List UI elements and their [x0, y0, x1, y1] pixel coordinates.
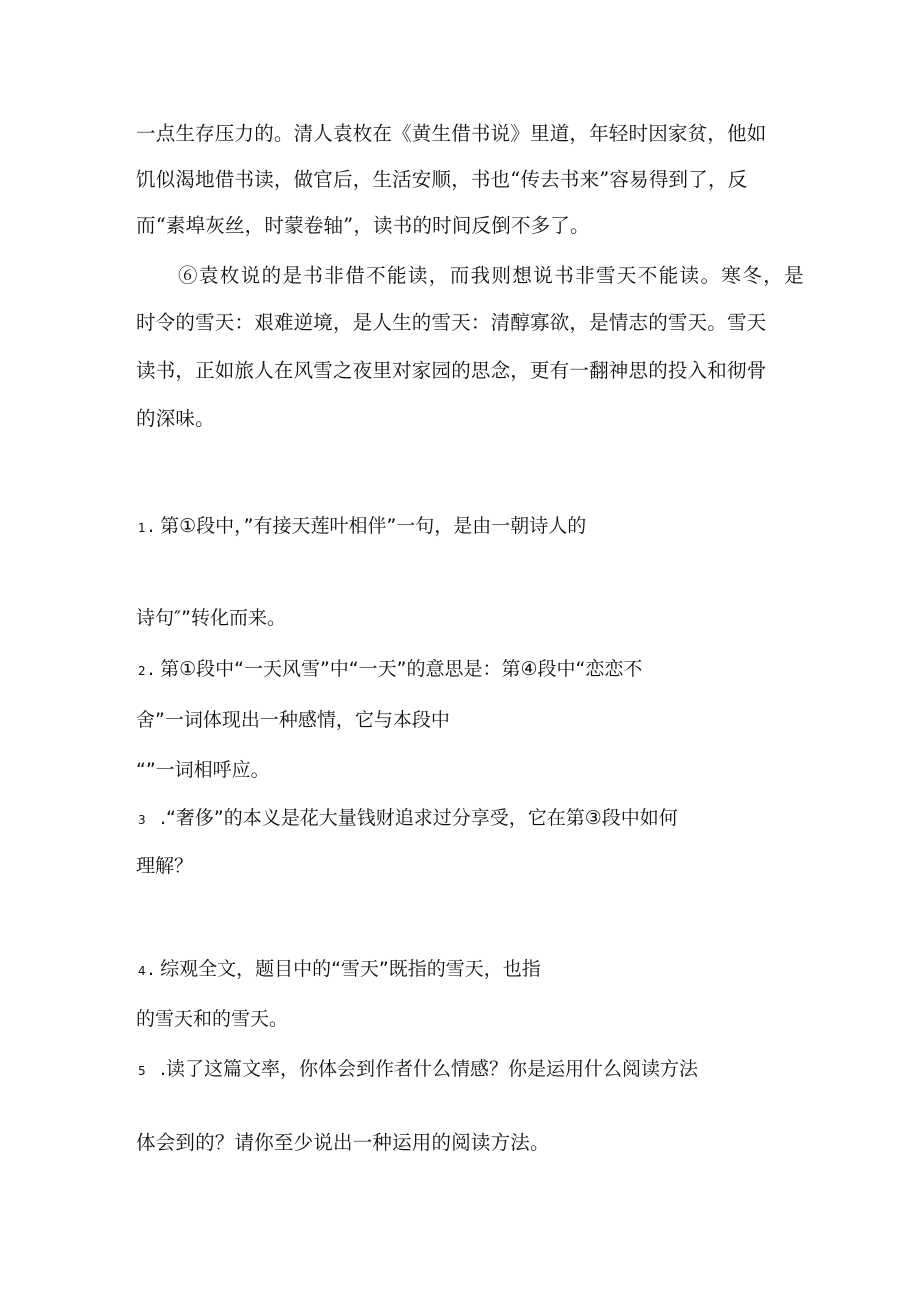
paragraph-line: 的深味。: [136, 407, 215, 430]
paragraph-line: 读书，正如旅人在风雪之夜里对家园的思念，更有一翻神思的投入和彻骨: [136, 359, 767, 382]
question-text: 的雪天和的雪天。: [136, 1008, 289, 1030]
question-text: 诗句″”转化而来。: [136, 607, 286, 629]
question-number: 5: [138, 1064, 146, 1078]
question-number: 4: [138, 964, 146, 978]
question-text: 体会到的？请你至少说出一种运用的阅读方法。: [136, 1131, 550, 1154]
paragraph-line: 一点生存压力的。清人袁枚在《黄生借书说》里道，年轻时因家贫，他如: [136, 122, 767, 145]
question-text: . 第①段中，”有接天莲叶相伴”一句，是由一朝诗人的: [148, 515, 587, 537]
paragraph-line: 饥似渴地借书读，做官后，生活安顺，书也“传去书来”容易得到了，反: [136, 168, 748, 191]
question-text: 舍”一词体现出一种感情，它与本段中: [136, 709, 450, 731]
question-number: 2: [138, 664, 146, 678]
question-text: “”一词相呼应。: [136, 759, 270, 781]
paragraph-line: ⑥袁枚说的是书非借不能读，而我则想说书非雪天不能读。寒冬，是: [178, 264, 806, 287]
question-text: . 综观全文，题目中的“雪天”既指的雪天，也指: [148, 958, 541, 980]
question-text: 理解？: [136, 855, 194, 877]
question-text: .读了这篇文率，你体会到作者什么情感？你是运用什么阅读方法: [160, 1058, 699, 1080]
question-number: 1: [138, 521, 146, 535]
question-text: .“奢侈”的本义是花大量钱财追求过分享受，它在第③段中如何: [160, 807, 678, 829]
paragraph-line: 时令的雪天：艰难逆境，是人生的雪天：清醇寡欲，是情志的雪天。雪天: [136, 311, 767, 334]
paragraph-line: 而“素埠灰丝，时蒙卷轴”，读书的时间反倒不多了。: [136, 214, 590, 237]
question-text: . 第①段中“一天风雪”中“一天”的意思是：第④段中“恋恋不: [148, 658, 643, 680]
question-number: 3: [138, 813, 146, 827]
